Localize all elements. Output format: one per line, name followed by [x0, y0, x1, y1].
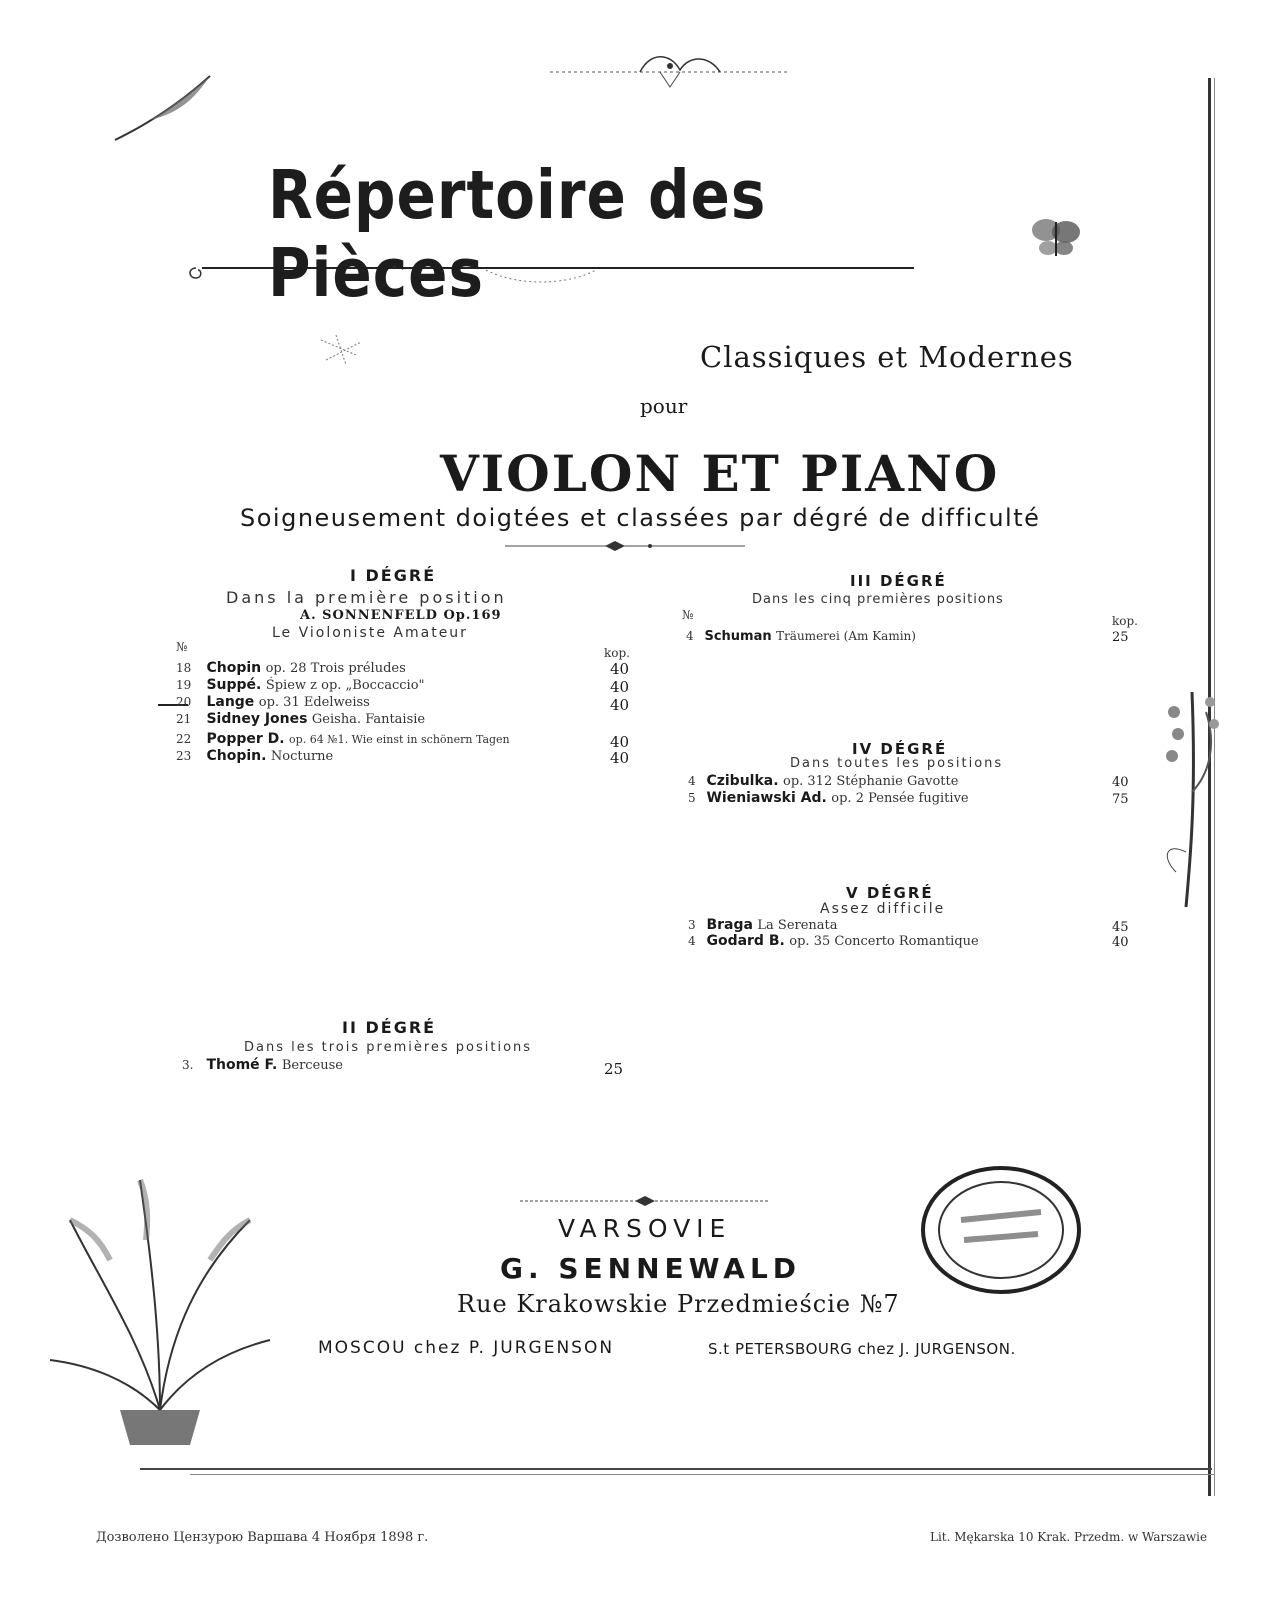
item-composer: Wieniawski Ad. — [706, 790, 827, 806]
item-price: 25 — [604, 1060, 624, 1078]
item-work: op. 31 Edelweiss — [258, 695, 370, 710]
degree-3-number-column-header: № — [682, 608, 694, 622]
list-item — [176, 660, 406, 676]
degree-1-price-column-header: kop. — [604, 646, 630, 660]
page-border-bottom-inner — [190, 1474, 1214, 1475]
moscow-agent: MOSCOU chez P. JURGENSON — [318, 1338, 615, 1358]
list-item — [688, 773, 958, 789]
degree-2-position: Dans les trois premières positions — [244, 1040, 533, 1055]
degree-2-heading: II DÉGRÉ — [342, 1018, 437, 1037]
degree-3-price-column-header: kop. — [1112, 614, 1138, 628]
butterfly-icon — [1028, 208, 1084, 264]
list-item — [176, 677, 425, 693]
list-item — [176, 711, 425, 727]
instrument-heading: VIOLON ET PIANO — [440, 444, 1000, 503]
list-item — [688, 790, 969, 806]
item-price: 40 — [610, 749, 630, 767]
item-work: Berceuse — [281, 1058, 344, 1073]
publisher-city: VARSOVIE — [558, 1214, 732, 1243]
item-work: Nocturne — [270, 749, 334, 764]
lily-of-the-valley-ornament-icon — [1156, 672, 1226, 912]
degree-1-position: Dans la première position — [226, 588, 507, 607]
degree-4-position: Dans toutes les positions — [790, 756, 1004, 771]
item-price: 45 — [1112, 920, 1129, 935]
stpetersburg-agent: S.t PETERSBOURG chez J. JURGENSON. — [708, 1340, 1016, 1358]
item-price: 40 — [610, 733, 630, 751]
degree-1-number-column-header: № — [176, 640, 188, 654]
item-work: op. 35 Concerto Romantique — [789, 934, 979, 949]
pour-label: pour — [640, 394, 688, 418]
item-composer: Thomé F. — [206, 1057, 278, 1073]
item-number: 5 — [688, 791, 696, 805]
degree-3-heading: III DÉGRÉ — [850, 572, 947, 590]
list-item — [176, 748, 333, 764]
page-border-bottom — [140, 1468, 1212, 1470]
publisher-address: Rue Krakowskie Przedmieście №7 — [457, 1290, 900, 1318]
item-work: op. 2 Pensée fugitive — [831, 791, 969, 806]
degree-5-position: Assez difficile — [820, 901, 946, 917]
description-line: Soigneusement doigtées et classées par dégré de difficulté — [240, 504, 1041, 532]
item-work: op. 28 Trois préludes — [265, 661, 406, 676]
top-ornament-icon — [540, 42, 800, 92]
list-item — [176, 694, 370, 710]
item-composer: Chopin. — [206, 748, 267, 764]
degree-4-heading: IV DÉGRÉ — [852, 740, 948, 758]
feather-ornament-icon — [110, 68, 220, 148]
degree-1-collection-title: Le Violoniste Amateur — [272, 625, 468, 641]
item-composer: Schuman — [704, 629, 772, 644]
item-composer: Godard B. — [706, 933, 785, 949]
flourish-ornament-icon — [316, 330, 366, 370]
item-number: 4 — [686, 629, 694, 643]
item-number: 19 — [176, 678, 192, 692]
library-stamp-icon — [916, 1160, 1086, 1300]
item-price: 40 — [610, 696, 630, 714]
item-work: op. 312 Stéphanie Gavotte — [783, 774, 959, 789]
subtitle: Classiques et Modernes — [700, 340, 1074, 374]
item-composer: Braga — [706, 917, 753, 933]
item-price: 25 — [1112, 630, 1129, 645]
item-work: Träumerei (Am Kamin) — [776, 629, 916, 643]
list-item — [182, 1057, 343, 1073]
item-composer: Sidney Jones — [206, 711, 308, 727]
item-composer: Lange — [206, 694, 255, 710]
item-composer: Chopin — [206, 660, 262, 676]
item-work: op. 64 №1. Wie einst in schönern Tagen — [289, 733, 510, 746]
page-title: Répertoire des Pièces — [268, 155, 767, 313]
item-price: 40 — [1112, 775, 1129, 790]
item-number: 4 — [688, 934, 696, 948]
list-item — [688, 917, 838, 933]
publisher-name: G. SENNEWALD — [500, 1252, 802, 1285]
degree-1-collection-author: A. SONNENFELD Op.169 — [300, 608, 502, 623]
item-number: 4 — [688, 774, 696, 788]
publisher-divider-icon — [515, 1194, 775, 1208]
item-price: 75 — [1112, 792, 1129, 807]
degree-5-heading: V DÉGRÉ — [846, 884, 934, 902]
censorship-note: Дозволено Цензурою Варшава 4 Ноября 1898 г. — [96, 1530, 429, 1545]
degree-3-position: Dans les cinq premières positions — [752, 592, 1004, 607]
item-work: La Serenata — [757, 918, 838, 933]
section-divider-icon — [500, 538, 750, 554]
item-work: Śpiew z op. „Boccaccio" — [265, 678, 425, 693]
item-number: 20 — [176, 695, 192, 709]
list-item — [688, 933, 979, 949]
item-number: 3 — [688, 918, 696, 932]
lithographer-note: Lit. Mękarska 10 Krak. Przedm. w Warszawie — [930, 1530, 1208, 1544]
item-composer: Suppé. — [206, 677, 262, 693]
item-composer: Czibulka. — [706, 773, 779, 789]
list-item — [176, 731, 510, 747]
item-number: 18 — [176, 661, 192, 675]
potted-plant-illustration-icon — [40, 1160, 280, 1450]
item-composer: Popper D. — [206, 731, 285, 747]
item-number: 22 — [176, 732, 192, 746]
item-price: 40 — [610, 678, 630, 696]
item-work: Geisha. Fantaisie — [311, 712, 426, 727]
item-number: 23 — [176, 749, 192, 763]
item-price: 40 — [1112, 935, 1129, 950]
list-item — [686, 628, 916, 644]
degree-1-heading: I DÉGRÉ — [350, 566, 437, 585]
item-price: 40 — [610, 660, 630, 678]
item-number: 3. — [182, 1058, 194, 1072]
item-number: 21 — [176, 712, 192, 726]
